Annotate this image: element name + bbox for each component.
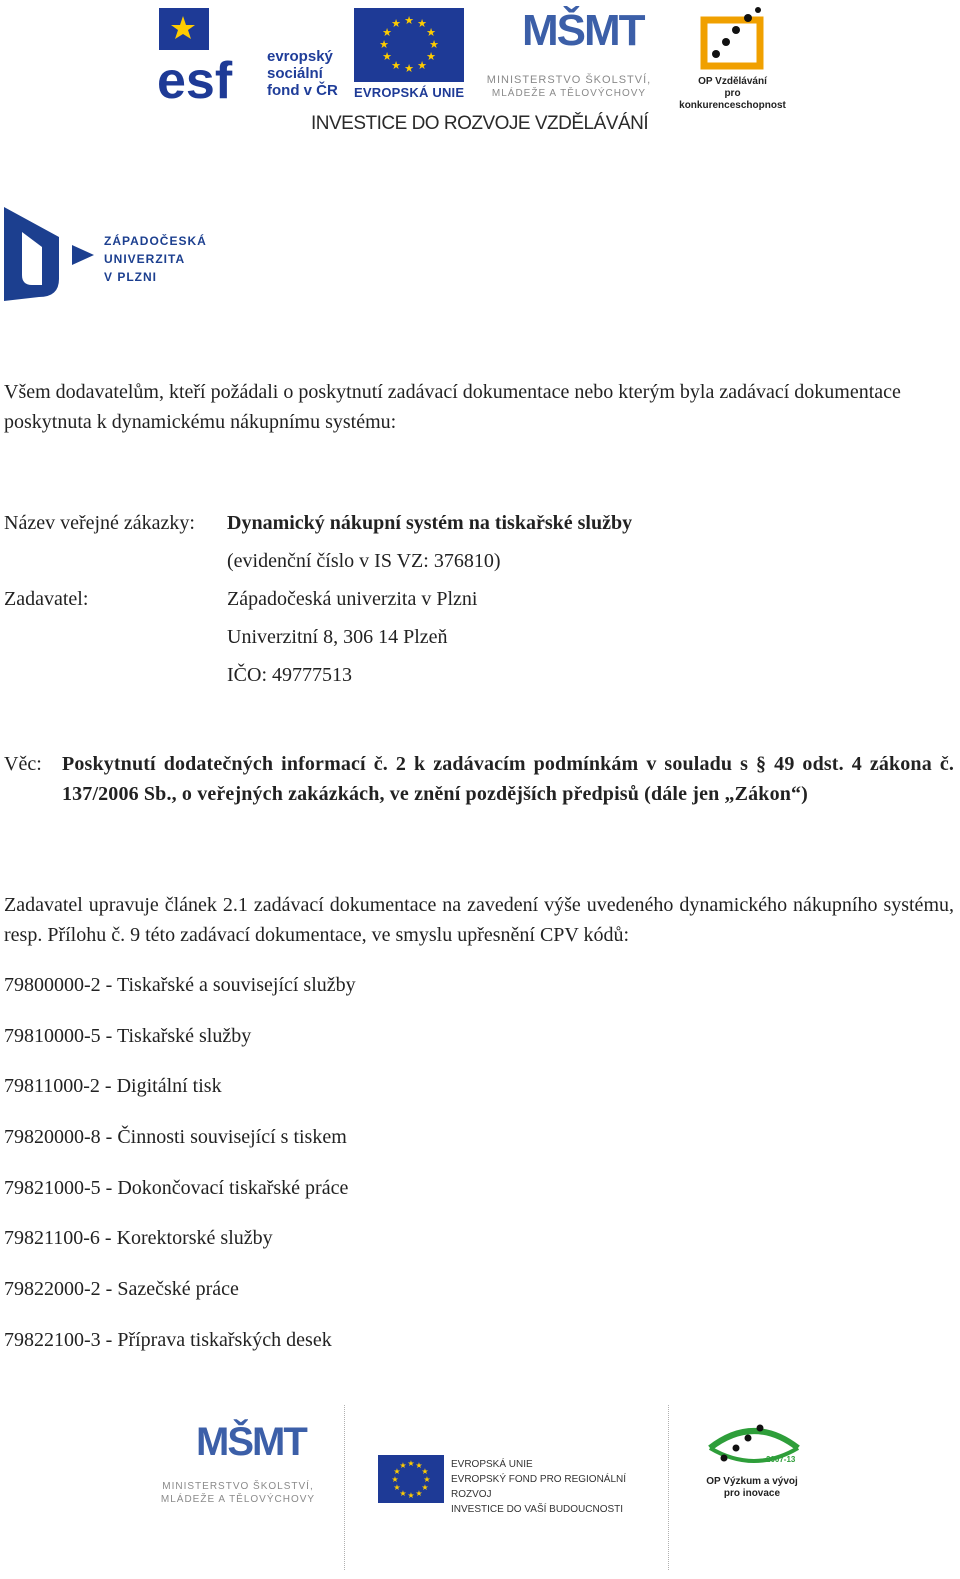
op-vavpi-line-2: pro inovace xyxy=(723,1488,781,1499)
eu-label: EVROPSKÁ UNIE xyxy=(354,85,465,100)
op-vavpi-line-1: OP Výzkum a vývoj xyxy=(706,1476,798,1487)
svg-text:★: ★ xyxy=(382,26,392,39)
footer-eu-line-3: INVESTICE DO VAŠÍ BUDOUCNOSTI xyxy=(451,1504,624,1515)
svg-text:★: ★ xyxy=(393,1483,401,1492)
zcu-line-3: V PLZNI xyxy=(104,270,158,284)
footer-op-vavpi-logo xyxy=(700,1418,810,1508)
investice-tagline: INVESTICE DO ROZVOJE VZDĚLÁVÁNÍ xyxy=(311,113,649,134)
op-vk-logo xyxy=(670,6,795,111)
contracting-label: Zadavatel: xyxy=(4,588,89,610)
svg-text:★: ★ xyxy=(393,1467,401,1476)
zcu-line-1: ZÁPADOČESKÁ xyxy=(104,234,207,248)
cpv-item: 79820000-8 - Činnosti související s tiskem xyxy=(4,1126,347,1148)
op-vavpi-years: 2007-13 xyxy=(766,1455,796,1464)
msmt-mark: MŠMT xyxy=(522,6,644,55)
svg-text:★: ★ xyxy=(426,50,436,63)
footer-eu-line-2: EVROPSKÝ FOND PRO REGIONÁLNÍ ROZVOJ xyxy=(451,1474,627,1500)
cpv-item: 79822000-2 - Sazečské práce xyxy=(4,1278,239,1300)
footer-msmt-line-2: MLÁDEŽE A TĚLOVÝCHOVY xyxy=(160,1494,316,1505)
op-vavpi-text xyxy=(700,1476,804,1500)
cpv-item: 79800000-2 - Tiskařské a související služby xyxy=(4,974,356,996)
svg-text:★: ★ xyxy=(399,1489,407,1498)
op-vk-text xyxy=(670,76,795,112)
op-vk-icon xyxy=(696,6,776,76)
contracting-name: Západočeská univerzita v Plzni xyxy=(227,588,478,610)
zcu-mark-icon xyxy=(4,207,99,301)
subject-text-part-1: Poskytnutí dodatečných informací č. 2 k zadávacím podmínkám v souladu s § 49 odst. 4 zákona č. 137/2006 Sb. xyxy=(62,753,954,805)
svg-text:★: ★ xyxy=(426,26,436,39)
msmt-text xyxy=(474,74,664,100)
op-vk-line-1: OP Vzdělávání xyxy=(698,76,767,87)
zcu-name xyxy=(104,232,207,286)
cpv-item: 79811000-2 - Digitální tisk xyxy=(4,1075,222,1097)
esf-mark-icon xyxy=(157,8,262,100)
esf-line-1: evropský xyxy=(267,48,333,65)
svg-text:★: ★ xyxy=(415,1489,423,1498)
subject-label: Věc: xyxy=(4,753,42,775)
subject-text-part-2: , o veřejných zakázkách, ve znění pozdějších předpisů (dále jen „Zákon“) xyxy=(171,783,808,805)
cpv-item: 79821000-5 - Dokončovací tiskařské práce xyxy=(4,1177,349,1199)
eu-logo xyxy=(354,8,466,103)
intro-paragraph: Zadavatel upravuje článek 2.1 zadávací dokumentace na zavedení výše uvedeného dynamického nákupního systému, resp. Přílohu č. 9 této zadávací dokumentace, ve smyslu upřesnění CPV kódů: xyxy=(4,894,954,946)
footer-divider xyxy=(668,1405,669,1570)
zcu-logo xyxy=(4,207,214,303)
subject-text xyxy=(62,749,954,809)
svg-text:★: ★ xyxy=(407,1459,415,1468)
svg-text:★: ★ xyxy=(421,1467,429,1476)
msmt-logo xyxy=(474,4,664,104)
msmt-line-2: MLÁDEŽE A TĚLOVÝCHOVY xyxy=(491,88,647,99)
svg-text:★: ★ xyxy=(404,62,414,75)
footer-msmt-line-1: MINISTERSTVO ŠKOLSTVÍ, xyxy=(162,1481,314,1492)
contracting-ico: IČO: 49777513 xyxy=(227,664,352,686)
svg-text:★: ★ xyxy=(391,17,401,30)
cpv-item: 79810000-5 - Tiskařské služby xyxy=(4,1025,252,1047)
svg-text:★: ★ xyxy=(429,38,439,51)
esf-text xyxy=(267,48,338,99)
svg-text:★: ★ xyxy=(382,50,392,63)
esf-line-3: fond v ČR xyxy=(267,82,338,99)
cpv-item: 79822100-3 - Příprava tiskařských desek xyxy=(4,1329,332,1351)
zcu-line-2: UNIVERZITA xyxy=(104,252,186,266)
op-vavpi-icon xyxy=(704,1418,804,1470)
svg-text:★: ★ xyxy=(421,1483,429,1492)
footer-eu-logo xyxy=(378,1455,648,1515)
contract-name-label: Název veřejné zákazky: xyxy=(4,512,195,534)
footer-eu-text xyxy=(451,1457,648,1517)
svg-text:★: ★ xyxy=(399,1461,407,1470)
footer-divider xyxy=(344,1405,345,1570)
footer-msmt-mark: MŠMT xyxy=(196,1420,306,1464)
svg-text:★: ★ xyxy=(391,59,401,72)
svg-text:★: ★ xyxy=(404,14,414,27)
esf-logo xyxy=(157,8,347,100)
msmt-line-1: MINISTERSTVO ŠKOLSTVÍ, xyxy=(486,74,652,86)
contract-name-value: Dynamický nákupní systém na tiskařské služby xyxy=(227,512,633,534)
op-vk-line-2: pro konkurenceschopnost xyxy=(679,88,786,111)
svg-text:★: ★ xyxy=(415,1461,423,1470)
esf-mark-text: esf xyxy=(157,52,233,100)
svg-text:★: ★ xyxy=(417,17,427,30)
cpv-item: 79821100-6 - Korektorské služby xyxy=(4,1227,273,1249)
contract-evid: (evidenční číslo v IS VZ: 376810) xyxy=(227,550,501,572)
svg-text:★: ★ xyxy=(391,1475,399,1484)
footer-msmt-text xyxy=(158,1480,318,1506)
footer-msmt-logo xyxy=(158,1420,318,1510)
eu-flag-icon xyxy=(354,8,464,82)
esf-line-2: sociální xyxy=(267,65,323,82)
svg-text:★: ★ xyxy=(407,1491,415,1500)
addressee: Všem dodavatelům, kteří požádali o poskytnutí zadávací dokumentace nebo kterým byla zadávací dokumentace poskytnuta k dynamickému nákupnímu systému: xyxy=(4,381,901,433)
contracting-address: Univerzitní 8, 306 14 Plzeň xyxy=(227,626,448,648)
footer-eu-line-1: EVROPSKÁ UNIE xyxy=(451,1459,533,1470)
svg-text:★: ★ xyxy=(379,38,389,51)
svg-text:★: ★ xyxy=(417,59,427,72)
footer-eu-flag-icon xyxy=(378,1455,444,1503)
svg-text:★: ★ xyxy=(423,1475,431,1484)
